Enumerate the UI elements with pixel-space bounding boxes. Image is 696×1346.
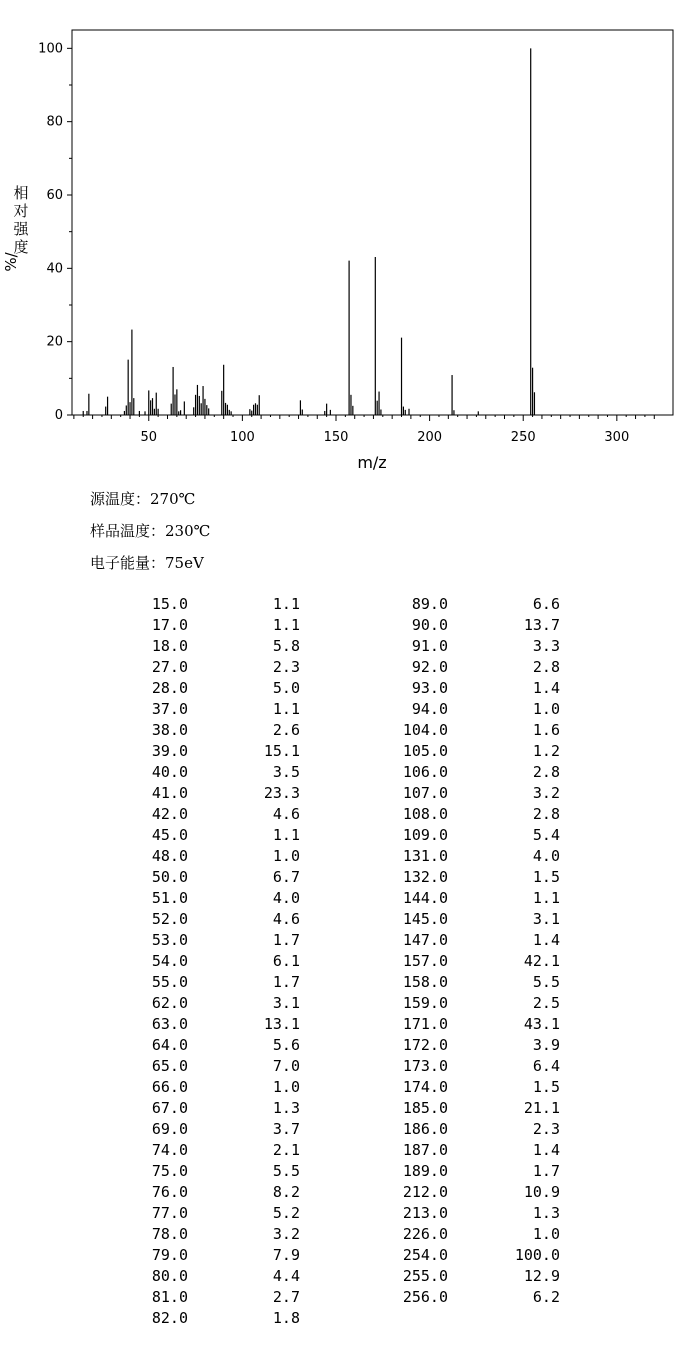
peak-row bbox=[388, 741, 560, 762]
peak-row bbox=[128, 825, 300, 846]
peak-intensity: 1.4 bbox=[532, 931, 560, 949]
peak-mz: 144.0 bbox=[402, 889, 448, 907]
peak-row bbox=[388, 636, 560, 657]
peak-row bbox=[128, 1161, 300, 1182]
peak-mz: 82.0 bbox=[151, 1309, 188, 1327]
peak-row bbox=[128, 615, 300, 636]
peak-row bbox=[388, 867, 560, 888]
source-temperature: 源温度：270℃ bbox=[90, 490, 196, 508]
spectrum-peaks bbox=[83, 48, 534, 415]
peak-intensity: 43.1 bbox=[523, 1015, 560, 1033]
peak-row bbox=[388, 594, 560, 615]
x-tick-label: 50 bbox=[140, 430, 158, 445]
peak-row bbox=[128, 1098, 300, 1119]
peak-intensity: 3.9 bbox=[532, 1036, 560, 1054]
peak-mz: 67.0 bbox=[151, 1099, 188, 1117]
peak-intensity: 3.2 bbox=[272, 1225, 300, 1243]
x-tick-label: 250 bbox=[510, 430, 536, 445]
peak-mz: 80.0 bbox=[151, 1267, 188, 1285]
peak-row bbox=[388, 1224, 560, 1245]
peak-mz: 78.0 bbox=[151, 1225, 188, 1243]
x-tick-label: 100 bbox=[229, 430, 255, 445]
peak-intensity: 1.1 bbox=[272, 700, 300, 718]
peak-intensity: 1.0 bbox=[532, 1225, 560, 1243]
peak-intensity: 23.3 bbox=[263, 784, 300, 802]
peak-mz: 174.0 bbox=[402, 1078, 448, 1096]
y-label-char: 强 bbox=[13, 220, 29, 238]
peak-intensity: 5.5 bbox=[272, 1162, 300, 1180]
peak-intensity: 1.1 bbox=[272, 826, 300, 844]
peak-row bbox=[388, 1287, 560, 1308]
peak-mz: 52.0 bbox=[151, 910, 188, 928]
peak-mz: 89.0 bbox=[411, 595, 448, 613]
peak-mz: 187.0 bbox=[402, 1141, 448, 1159]
peak-row bbox=[128, 1308, 300, 1329]
peak-mz: 42.0 bbox=[151, 805, 188, 823]
peak-mz: 63.0 bbox=[151, 1015, 188, 1033]
peak-mz: 104.0 bbox=[402, 721, 448, 739]
peak-row bbox=[388, 951, 560, 972]
peak-intensity: 1.0 bbox=[272, 847, 300, 865]
peak-intensity: 2.7 bbox=[272, 1288, 300, 1306]
peak-intensity: 7.0 bbox=[272, 1057, 300, 1075]
peak-row bbox=[388, 1035, 560, 1056]
peak-intensity: 6.4 bbox=[532, 1057, 560, 1075]
peak-row bbox=[388, 1161, 560, 1182]
peak-row bbox=[128, 594, 300, 615]
peak-row bbox=[128, 1287, 300, 1308]
peak-mz: 226.0 bbox=[402, 1225, 448, 1243]
peak-intensity: 2.8 bbox=[532, 763, 560, 781]
peak-intensity: 1.0 bbox=[272, 1078, 300, 1096]
peak-intensity: 8.2 bbox=[272, 1183, 300, 1201]
peak-mz: 189.0 bbox=[402, 1162, 448, 1180]
peak-intensity: 6.6 bbox=[532, 595, 560, 613]
peak-mz: 41.0 bbox=[151, 784, 188, 802]
peak-intensity: 21.1 bbox=[523, 1099, 560, 1117]
peak-row bbox=[388, 1119, 560, 1140]
peak-row bbox=[128, 1203, 300, 1224]
peak-row bbox=[128, 846, 300, 867]
mass-spectrum-chart bbox=[0, 0, 696, 480]
peak-mz: 17.0 bbox=[151, 616, 188, 634]
peak-intensity: 5.0 bbox=[272, 679, 300, 697]
y-tick-label: 20 bbox=[46, 334, 63, 350]
peak-row bbox=[388, 846, 560, 867]
peak-intensity: 2.3 bbox=[532, 1120, 560, 1138]
peak-intensity: 1.7 bbox=[272, 973, 300, 991]
measurement-conditions bbox=[90, 483, 210, 579]
peak-mz: 75.0 bbox=[151, 1162, 188, 1180]
peak-row bbox=[388, 1203, 560, 1224]
x-tick-label: 150 bbox=[323, 430, 349, 445]
peak-row bbox=[388, 699, 560, 720]
peak-mz: 66.0 bbox=[151, 1078, 188, 1096]
peak-intensity: 7.9 bbox=[272, 1246, 300, 1264]
peak-row bbox=[128, 762, 300, 783]
peak-mz: 51.0 bbox=[151, 889, 188, 907]
electron-energy: 电子能量：75eV bbox=[90, 554, 204, 572]
peak-mz: 131.0 bbox=[402, 847, 448, 865]
peak-intensity: 1.5 bbox=[532, 868, 560, 886]
peak-row bbox=[388, 615, 560, 636]
peak-row bbox=[128, 657, 300, 678]
peak-row bbox=[128, 699, 300, 720]
peak-intensity: 2.3 bbox=[272, 658, 300, 676]
peak-mz: 185.0 bbox=[402, 1099, 448, 1117]
peak-mz: 94.0 bbox=[411, 700, 448, 718]
peak-intensity: 2.6 bbox=[272, 721, 300, 739]
peak-intensity: 1.1 bbox=[272, 616, 300, 634]
peak-mz: 15.0 bbox=[151, 595, 188, 613]
peak-row bbox=[388, 804, 560, 825]
peak-mz: 90.0 bbox=[411, 616, 448, 634]
peak-intensity: 3.2 bbox=[532, 784, 560, 802]
peak-mz: 18.0 bbox=[151, 637, 188, 655]
peak-row bbox=[128, 867, 300, 888]
peak-mz: 145.0 bbox=[402, 910, 448, 928]
peak-row bbox=[388, 1266, 560, 1287]
peak-mz: 76.0 bbox=[151, 1183, 188, 1201]
x-tick-label: 200 bbox=[417, 430, 443, 445]
peak-row bbox=[128, 804, 300, 825]
peak-mz: 69.0 bbox=[151, 1120, 188, 1138]
peak-intensity: 4.0 bbox=[272, 889, 300, 907]
peak-mz: 106.0 bbox=[402, 763, 448, 781]
peak-intensity: 2.8 bbox=[532, 805, 560, 823]
peak-row bbox=[388, 888, 560, 909]
peak-mz: 79.0 bbox=[151, 1246, 188, 1264]
peak-row bbox=[128, 1140, 300, 1161]
x-tick-label: 300 bbox=[604, 430, 630, 445]
peak-mz: 37.0 bbox=[151, 700, 188, 718]
peak-intensity: 12.9 bbox=[523, 1267, 560, 1285]
peak-row bbox=[128, 1266, 300, 1287]
peak-intensity: 13.1 bbox=[263, 1015, 300, 1033]
peak-intensity: 5.2 bbox=[272, 1204, 300, 1222]
peak-intensity: 4.4 bbox=[272, 1267, 300, 1285]
peak-mz: 64.0 bbox=[151, 1036, 188, 1054]
y-label-char: 相 bbox=[13, 184, 29, 202]
peak-intensity: 5.8 bbox=[272, 637, 300, 655]
peak-row bbox=[128, 1245, 300, 1266]
peak-row bbox=[128, 783, 300, 804]
peak-mz: 186.0 bbox=[402, 1120, 448, 1138]
peak-intensity: 6.2 bbox=[532, 1288, 560, 1306]
peak-row bbox=[128, 1224, 300, 1245]
peak-mz: 105.0 bbox=[402, 742, 448, 760]
plot-frame bbox=[72, 30, 673, 415]
peak-row bbox=[128, 1119, 300, 1140]
peak-row bbox=[388, 1098, 560, 1119]
peak-mz: 38.0 bbox=[151, 721, 188, 739]
peak-intensity: 1.8 bbox=[272, 1309, 300, 1327]
peak-intensity: 2.8 bbox=[532, 658, 560, 676]
peak-row bbox=[128, 1182, 300, 1203]
peak-intensity: 5.4 bbox=[532, 826, 560, 844]
peak-mz: 39.0 bbox=[151, 742, 188, 760]
peak-row bbox=[128, 1035, 300, 1056]
peak-mz: 40.0 bbox=[151, 763, 188, 781]
peak-intensity: 13.7 bbox=[523, 616, 560, 634]
peak-row bbox=[388, 1245, 560, 1266]
peak-intensity: 1.2 bbox=[532, 742, 560, 760]
peak-row bbox=[128, 720, 300, 741]
peak-mz: 62.0 bbox=[151, 994, 188, 1012]
peak-intensity: 1.7 bbox=[532, 1162, 560, 1180]
peak-row bbox=[388, 678, 560, 699]
peak-intensity: 1.3 bbox=[532, 1204, 560, 1222]
peak-intensity: 1.6 bbox=[532, 721, 560, 739]
peak-intensity: 2.1 bbox=[272, 1141, 300, 1159]
peak-mz: 255.0 bbox=[402, 1267, 448, 1285]
peak-intensity: 6.7 bbox=[272, 868, 300, 886]
peak-table-column-right bbox=[388, 594, 560, 1308]
peak-intensity: 4.0 bbox=[532, 847, 560, 865]
peak-table-column-left bbox=[128, 594, 300, 1329]
axis-ticks bbox=[38, 41, 654, 445]
peak-mz: 158.0 bbox=[402, 973, 448, 991]
peak-mz: 91.0 bbox=[411, 637, 448, 655]
peak-intensity: 4.6 bbox=[272, 910, 300, 928]
peak-row bbox=[388, 1140, 560, 1161]
peak-intensity: 1.1 bbox=[532, 889, 560, 907]
peak-row bbox=[388, 657, 560, 678]
y-label-char: 度 bbox=[13, 238, 29, 256]
peak-row bbox=[128, 741, 300, 762]
peak-row bbox=[128, 993, 300, 1014]
y-label-char: 对 bbox=[13, 202, 29, 220]
peak-row bbox=[128, 636, 300, 657]
y-axis-label bbox=[2, 184, 29, 272]
peak-intensity: 3.1 bbox=[272, 994, 300, 1012]
peak-mz: 173.0 bbox=[402, 1057, 448, 1075]
peak-mz: 77.0 bbox=[151, 1204, 188, 1222]
y-tick-label: 60 bbox=[46, 188, 63, 203]
peak-intensity: 5.6 bbox=[272, 1036, 300, 1054]
peak-row bbox=[388, 1077, 560, 1098]
peak-mz: 93.0 bbox=[411, 679, 448, 697]
peak-row bbox=[128, 972, 300, 993]
peak-mz: 159.0 bbox=[402, 994, 448, 1012]
peak-row bbox=[388, 972, 560, 993]
y-tick-label: 40 bbox=[46, 261, 63, 277]
sample-temperature: 样品温度：230℃ bbox=[90, 522, 211, 540]
y-tick-label: 100 bbox=[38, 41, 63, 57]
peak-mz: 212.0 bbox=[402, 1183, 448, 1201]
peak-intensity: 5.5 bbox=[532, 973, 560, 991]
peak-row bbox=[388, 1056, 560, 1077]
peak-intensity: 1.3 bbox=[272, 1099, 300, 1117]
peak-intensity: 1.4 bbox=[532, 1141, 560, 1159]
peak-mz: 74.0 bbox=[151, 1141, 188, 1159]
peak-row bbox=[128, 951, 300, 972]
peak-mz: 254.0 bbox=[402, 1246, 448, 1264]
peak-intensity: 15.1 bbox=[263, 742, 300, 760]
peak-intensity: 3.3 bbox=[532, 637, 560, 655]
peak-mz: 171.0 bbox=[402, 1015, 448, 1033]
y-label-unit: %/ bbox=[2, 252, 20, 272]
peak-row bbox=[128, 1014, 300, 1035]
peak-intensity: 6.1 bbox=[272, 952, 300, 970]
peak-mz: 27.0 bbox=[151, 658, 188, 676]
peak-row bbox=[128, 1077, 300, 1098]
peak-intensity: 4.6 bbox=[272, 805, 300, 823]
peak-intensity: 2.5 bbox=[532, 994, 560, 1012]
peak-intensity: 3.5 bbox=[272, 763, 300, 781]
peak-mz: 65.0 bbox=[151, 1057, 188, 1075]
peak-row bbox=[128, 678, 300, 699]
peak-row bbox=[128, 1056, 300, 1077]
peak-mz: 108.0 bbox=[402, 805, 448, 823]
peak-row bbox=[388, 762, 560, 783]
peak-intensity: 1.0 bbox=[532, 700, 560, 718]
peak-row bbox=[128, 930, 300, 951]
peak-mz: 256.0 bbox=[402, 1288, 448, 1306]
x-axis-label: m/z bbox=[357, 453, 387, 472]
peak-row bbox=[128, 888, 300, 909]
peak-row bbox=[388, 783, 560, 804]
peak-mz: 54.0 bbox=[151, 952, 188, 970]
peak-mz: 109.0 bbox=[402, 826, 448, 844]
peak-row bbox=[388, 825, 560, 846]
peak-mz: 53.0 bbox=[151, 931, 188, 949]
peak-intensity: 1.5 bbox=[532, 1078, 560, 1096]
peak-mz: 147.0 bbox=[402, 931, 448, 949]
peak-mz: 213.0 bbox=[402, 1204, 448, 1222]
peak-mz: 172.0 bbox=[402, 1036, 448, 1054]
peak-intensity: 42.1 bbox=[523, 952, 560, 970]
y-tick-label: 80 bbox=[46, 114, 63, 130]
peak-mz: 28.0 bbox=[151, 679, 188, 697]
peak-mz: 48.0 bbox=[151, 847, 188, 865]
peak-mz: 81.0 bbox=[151, 1288, 188, 1306]
peak-mz: 107.0 bbox=[402, 784, 448, 802]
peak-row bbox=[388, 1014, 560, 1035]
peak-row bbox=[388, 1182, 560, 1203]
peak-mz: 55.0 bbox=[151, 973, 188, 991]
peak-row bbox=[388, 909, 560, 930]
peak-intensity: 100.0 bbox=[514, 1246, 560, 1264]
peak-mz: 45.0 bbox=[151, 826, 188, 844]
peak-intensity: 1.1 bbox=[272, 595, 300, 613]
peak-intensity: 10.9 bbox=[523, 1183, 560, 1201]
peak-intensity: 1.4 bbox=[532, 679, 560, 697]
peak-mz: 132.0 bbox=[402, 868, 448, 886]
peak-intensity: 1.7 bbox=[272, 931, 300, 949]
peak-intensity: 3.1 bbox=[532, 910, 560, 928]
peak-intensity: 3.7 bbox=[272, 1120, 300, 1138]
peak-mz: 157.0 bbox=[402, 952, 448, 970]
peak-row bbox=[388, 930, 560, 951]
peak-mz: 92.0 bbox=[411, 658, 448, 676]
peak-row bbox=[388, 720, 560, 741]
peak-row bbox=[388, 993, 560, 1014]
peak-mz: 50.0 bbox=[151, 868, 188, 886]
peak-row bbox=[128, 909, 300, 930]
y-tick-label: 0 bbox=[54, 408, 63, 423]
